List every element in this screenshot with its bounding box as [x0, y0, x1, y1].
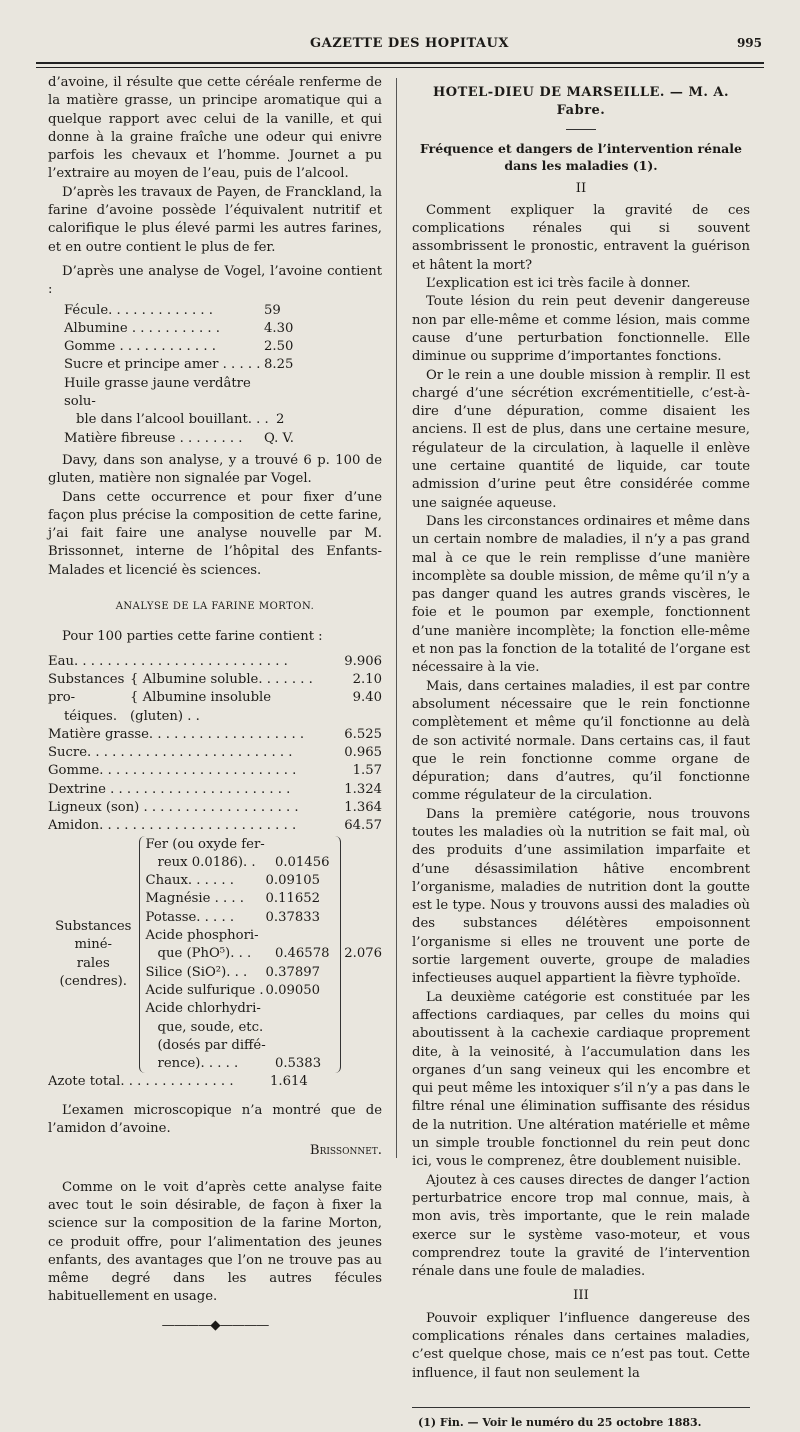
paragraph: L’explication est ici très facile à donner.: [426, 276, 691, 292]
mineral-value: 0.37833: [265, 909, 321, 925]
right-column: [412, 74, 750, 1432]
paragraph: D’après une analyse de Vogel, l’avoine contient :: [48, 263, 382, 298]
mineral-name: reux 0.0186). .: [157, 854, 256, 870]
paragraph: Dans cette occurrence et pour fixer d’une façon plus précise la composition de cette farine, j’ai fait faire une analyse nouvelle par M. Brissonnet, interne de l’hôpital des Enfants-Malades et licencié ès sciences.: [48, 489, 382, 578]
row-value: 0.965: [344, 745, 382, 761]
analysis-intro: Pour 100 parties cette farine contient :: [62, 629, 323, 645]
table-row: [48, 744, 382, 762]
mineral-value: 0.11652: [265, 891, 321, 907]
paragraph: Toute lésion du rein peut devenir dangereuse non par elle-même et comme lésion, mais comme cause d’une perturbation fonctionnelle. Elle diminue ou supprime d’importantes fonctions.: [412, 294, 750, 365]
mineral-row: [146, 1055, 340, 1073]
mineral-row: [146, 982, 340, 1000]
table-row: [48, 653, 382, 671]
row-label: Ligneux (son) . . . . . . . . . . . . . . . . . . .: [48, 799, 299, 815]
mineral-name: (dosés par diffé-: [157, 1037, 266, 1053]
mineral-name: Silice (SiO²). . .: [145, 964, 248, 980]
row-value: 64.57: [344, 818, 382, 834]
ingredient-name: Huile grasse jaune verdâtre solu-: [64, 375, 251, 410]
mineral-row: [146, 854, 340, 872]
row-value: 2.10: [352, 671, 382, 687]
row-value: 9.40: [352, 690, 382, 706]
left-column: [48, 74, 382, 1335]
paragraph: d’avoine, il résulte que cette céréale renferme de la matière grasse, un principe aromatique qui a quelque rapport avec celui de la vanille, et qui donne à la graine fraîche une odeur qui enivre parfois les chevaux et l’homme. Journet a pu l’extraire au moyen de l’eau, puis de l’alcool.: [48, 75, 382, 182]
mineral-row: [146, 890, 340, 908]
ingredient-name: Gomme . . . . . . . . . . . .: [64, 339, 216, 355]
mineral-value: 0.46578: [274, 946, 330, 962]
table-row: [48, 799, 382, 817]
table-row: [130, 671, 382, 689]
paragraph: Pouvoir expliquer l’influence dangereuse des complications rénales dans certaines maladies, c’est quelque chose, mais ce n’est pas tout. Cette influence, il faut non seulement la: [412, 1310, 750, 1381]
protein-label: Substances pro-: [48, 671, 125, 706]
mineral-value: 0.5383: [274, 1056, 322, 1072]
ingredient-value: [264, 375, 382, 412]
analysis-title: ANALYSE DE LA FARINE MORTON.: [115, 601, 315, 613]
ingredient-value: 4.30: [264, 320, 294, 336]
vogel-ingredients-list: [48, 302, 382, 448]
paragraph: Davy, dans son analyse, y a trouvé 6 p. 100 de gluten, matière non signalée par Vogel.: [48, 452, 382, 487]
mineral-row: [146, 927, 340, 945]
mineral-name: Fer (ou oxyde fer-: [145, 836, 265, 852]
mineral-row: [146, 836, 340, 854]
ornament-divider: ————◆————: [161, 1317, 269, 1333]
header-rule-thick: [36, 62, 764, 64]
mineral-row: [146, 909, 340, 927]
row-label: Eau. . . . . . . . . . . . . . . . . . . . . . . . . .: [48, 653, 288, 669]
ingredient-row: [48, 338, 382, 356]
article-subtitle: Fréquence et dangers de l’intervention rénale dans les maladies (1).: [420, 140, 742, 173]
ingredient-value: 2.50: [264, 339, 294, 355]
mineral-row: [146, 1019, 340, 1037]
mineral-value: 0.09105: [265, 873, 321, 889]
row-value: 1.364: [344, 799, 382, 815]
mineral-name: que, soude, etc.: [157, 1019, 264, 1035]
table-row: [48, 817, 382, 835]
column-divider: [396, 78, 397, 1158]
mineral-row: [146, 1037, 340, 1055]
paragraph: Comme on le voit d’après cette analyse faite avec tout le soin désirable, de façon à fixer la science sur la composition de la farine Morton, ce produit offre, pour l’alimentation des jeunes enfants, des avantages que l’on ne trouve pas au même degré dans les autres fécules habituellement en usage.: [48, 1179, 382, 1305]
row-value: 1.614: [270, 1074, 308, 1090]
row-label: Amidon. . . . . . . . . . . . . . . . . . . . . . . .: [48, 818, 297, 834]
paragraph: Mais, dans certaines maladies, il est par contre absolument nécessaire que le rein fonctionne complètement et même qu’il fonctionne au delà de son activité normale. Dans certains cas, il faut que le rein fonctionne comme organe de dépuration; dans d’autres, qu’il fonctionne comme régulateur de la circulation.: [412, 678, 750, 804]
mineral-name: Acide chlorhydri-: [145, 1001, 261, 1017]
page-header: [0, 36, 800, 58]
paragraph: L’examen microscopique n’a montré que de l’amidon d’avoine.: [48, 1102, 382, 1137]
mineral-value: [275, 1037, 340, 1055]
row-value: 1.324: [344, 781, 382, 797]
mineral-label: rales: [76, 955, 110, 971]
ingredient-name: Albumine . . . . . . . . . . .: [64, 320, 220, 336]
mineral-name: Chaux. . . . . .: [145, 873, 235, 889]
row-value: 9.906: [344, 653, 382, 669]
ingredient-row: [48, 356, 382, 374]
mineral-row: [146, 1000, 340, 1018]
paragraph: Or le rein a une double mission à remplir. Il est chargé d’une sécrétion excrémentitielle, c’est-à-dire d’une dépuration, comme disaient les anciens. Il est de plus, dans une certaine mesure, régulateur de la circulation, à laquelle il enlève une certaine quantité de liquide, car toute admission d’urine peut être considérée comme une saignée aqueuse.: [412, 367, 750, 511]
row-label: Gomme. . . . . . . . . . . . . . . . . . . . . . . .: [48, 763, 297, 779]
row-value: 1.57: [352, 763, 382, 779]
mineral-bracket: [139, 836, 341, 1074]
section-number: II: [575, 180, 587, 196]
signature: Brissonnet.: [309, 1143, 382, 1159]
mineral-value: [266, 836, 332, 854]
mineral-value: 0.09050: [265, 982, 321, 998]
row-label: Matière grasse. . . . . . . . . . . . . . . . . . .: [48, 726, 305, 742]
section-number: III: [573, 1288, 589, 1304]
mineral-name: rence). . . . .: [157, 1056, 239, 1072]
table-row: [48, 762, 382, 780]
table-row: [48, 726, 382, 744]
mineral-value: [266, 1000, 332, 1018]
ingredient-name: ble dans l’alcool bouillant. . .: [76, 412, 269, 428]
mineral-value: [275, 1019, 340, 1037]
table-row: [48, 1073, 382, 1091]
row-label: Dextrine . . . . . . . . . . . . . . . . . . . . . .: [48, 781, 291, 797]
footnote-rule: [412, 1407, 750, 1408]
ingredient-name: Matière fibreuse . . . . . . . .: [64, 430, 243, 446]
ingredient-value: Q. V.: [264, 430, 294, 446]
table-row: [130, 689, 382, 726]
protein-group: [48, 671, 382, 726]
footnote: (1) Fin. — Voir le numéro du 25 octobre 1883.: [418, 1415, 702, 1429]
ingredient-row: [48, 320, 382, 338]
paragraph: La deuxième catégorie est constituée par les affections cardiaques, par celles du moins qui aboutissent à la cachexie cardiaque proprement dite, à la veinosité, à l’accumulation dans les organes d’un sang veineux qui les encombre et qui peut même les intoxiquer s’il n’y a pas dans le filtre rénal une élimination suffisante des résidus de la nutrition. Une altération matérielle et même un simple trouble fonctionnel du rein peut donc ici, vous le comprenez, être doublement nuisible.: [412, 989, 750, 1170]
paragraph: Comment expliquer la gravité de ces complications rénales qui si souvent assombrissent le pronostic, entravent la guérison et hâtent la mort?: [412, 202, 750, 273]
row-label: Sucre. . . . . . . . . . . . . . . . . . . . . . . . .: [48, 745, 293, 761]
article-title: HOTEL-DIEU DE MARSEILLE. — M. A. Fabre.: [432, 85, 730, 119]
row-label: { Albumine insoluble (gluten) . .: [130, 690, 272, 724]
paragraph: Dans les circonstances ordinaires et même dans un certain nombre de maladies, il n’y a pas grand mal à ce que le rein remplisse d’une manière incomplète sa double mission, de même qu’il n’y a pas danger quand les autres grands viscères, le foie et le poumon par exemple, fonctionnent d’une manière incomplète; la fonction elle-même et non pas la fonction de la totalité de l’organe est nécessaire à la vie.: [412, 513, 750, 676]
ingredient-row: [48, 430, 382, 448]
title-rule: [566, 129, 596, 130]
ingredient-name: Sucre et principe amer . . . . .: [64, 357, 261, 373]
ingredient-value: 2: [276, 412, 285, 428]
row-value: 6.525: [344, 726, 382, 742]
mineral-label: (cendres).: [59, 973, 127, 989]
mineral-value: 0.01456: [274, 854, 330, 870]
ingredient-row: [48, 302, 382, 320]
protein-label: téiques.: [64, 708, 118, 724]
mineral-name: Acide phosphori-: [145, 928, 259, 944]
paragraph: D’après les travaux de Payen, de Franckland, la farine d’avoine possède l’équivalent nutritif et calorifique le plus élevé parmi les autres farines, et en outre contient le plus de fer.: [48, 184, 382, 255]
row-label: Azote total. . . . . . . . . . . . . .: [48, 1074, 234, 1090]
ingredient-name: Fécule. . . . . . . . . . . . .: [64, 302, 213, 318]
mineral-name: que (PhO⁵). . .: [157, 946, 252, 962]
ingredient-value: 8.25: [264, 357, 294, 373]
mineral-name: Acide sulfurique .: [145, 982, 264, 998]
paragraph: Dans la première catégorie, nous trouvons toutes les maladies où la nutrition se fait mal, où des produits d’une assimilation imparfaite et d’une désassimilation hâtive encombrent l’organisme, maladies de nutrition dont la goutte est le type. Nous y trouvons aussi des maladies où des substances délétères empoisonnent l’organisme si elles ne trouvent une porte de sortie largement ouverte, groupe de maladies infectieuses auquel appartient la fièvre typhoïde.: [412, 806, 750, 987]
analysis-table: [48, 653, 382, 1092]
mineral-row: [146, 964, 340, 982]
mineral-name: Potasse. . . . .: [145, 909, 235, 925]
mineral-value: [266, 927, 332, 945]
journal-title: GAZETTE DES HOPITAUX: [310, 36, 509, 51]
table-row: [48, 781, 382, 799]
row-label: { Albumine soluble. . . . . . .: [130, 671, 313, 687]
mineral-total: 2.076: [344, 946, 382, 962]
mineral-group: [48, 836, 382, 1074]
header-rule-thin: [36, 67, 764, 68]
ingredient-row: [48, 375, 382, 412]
mineral-name: Magnésie . . . .: [145, 891, 244, 907]
ingredient-value: 59: [264, 302, 281, 318]
mineral-row: [146, 872, 340, 890]
mineral-value: 0.37897: [265, 964, 321, 980]
mineral-label: Substances miné-: [55, 918, 132, 953]
ingredient-row: [48, 411, 382, 429]
page-number: 995: [736, 36, 762, 50]
mineral-row: [146, 945, 340, 963]
paragraph: Ajoutez à ces causes directes de danger l’action perturbatrice encore trop mal connue, mais, à mon avis, très importante, que le rein malade exerce sur le système vaso-moteur, et vous comprendrez toute la gravité de l’intervention rénale dans une foule de maladies.: [412, 1172, 750, 1280]
